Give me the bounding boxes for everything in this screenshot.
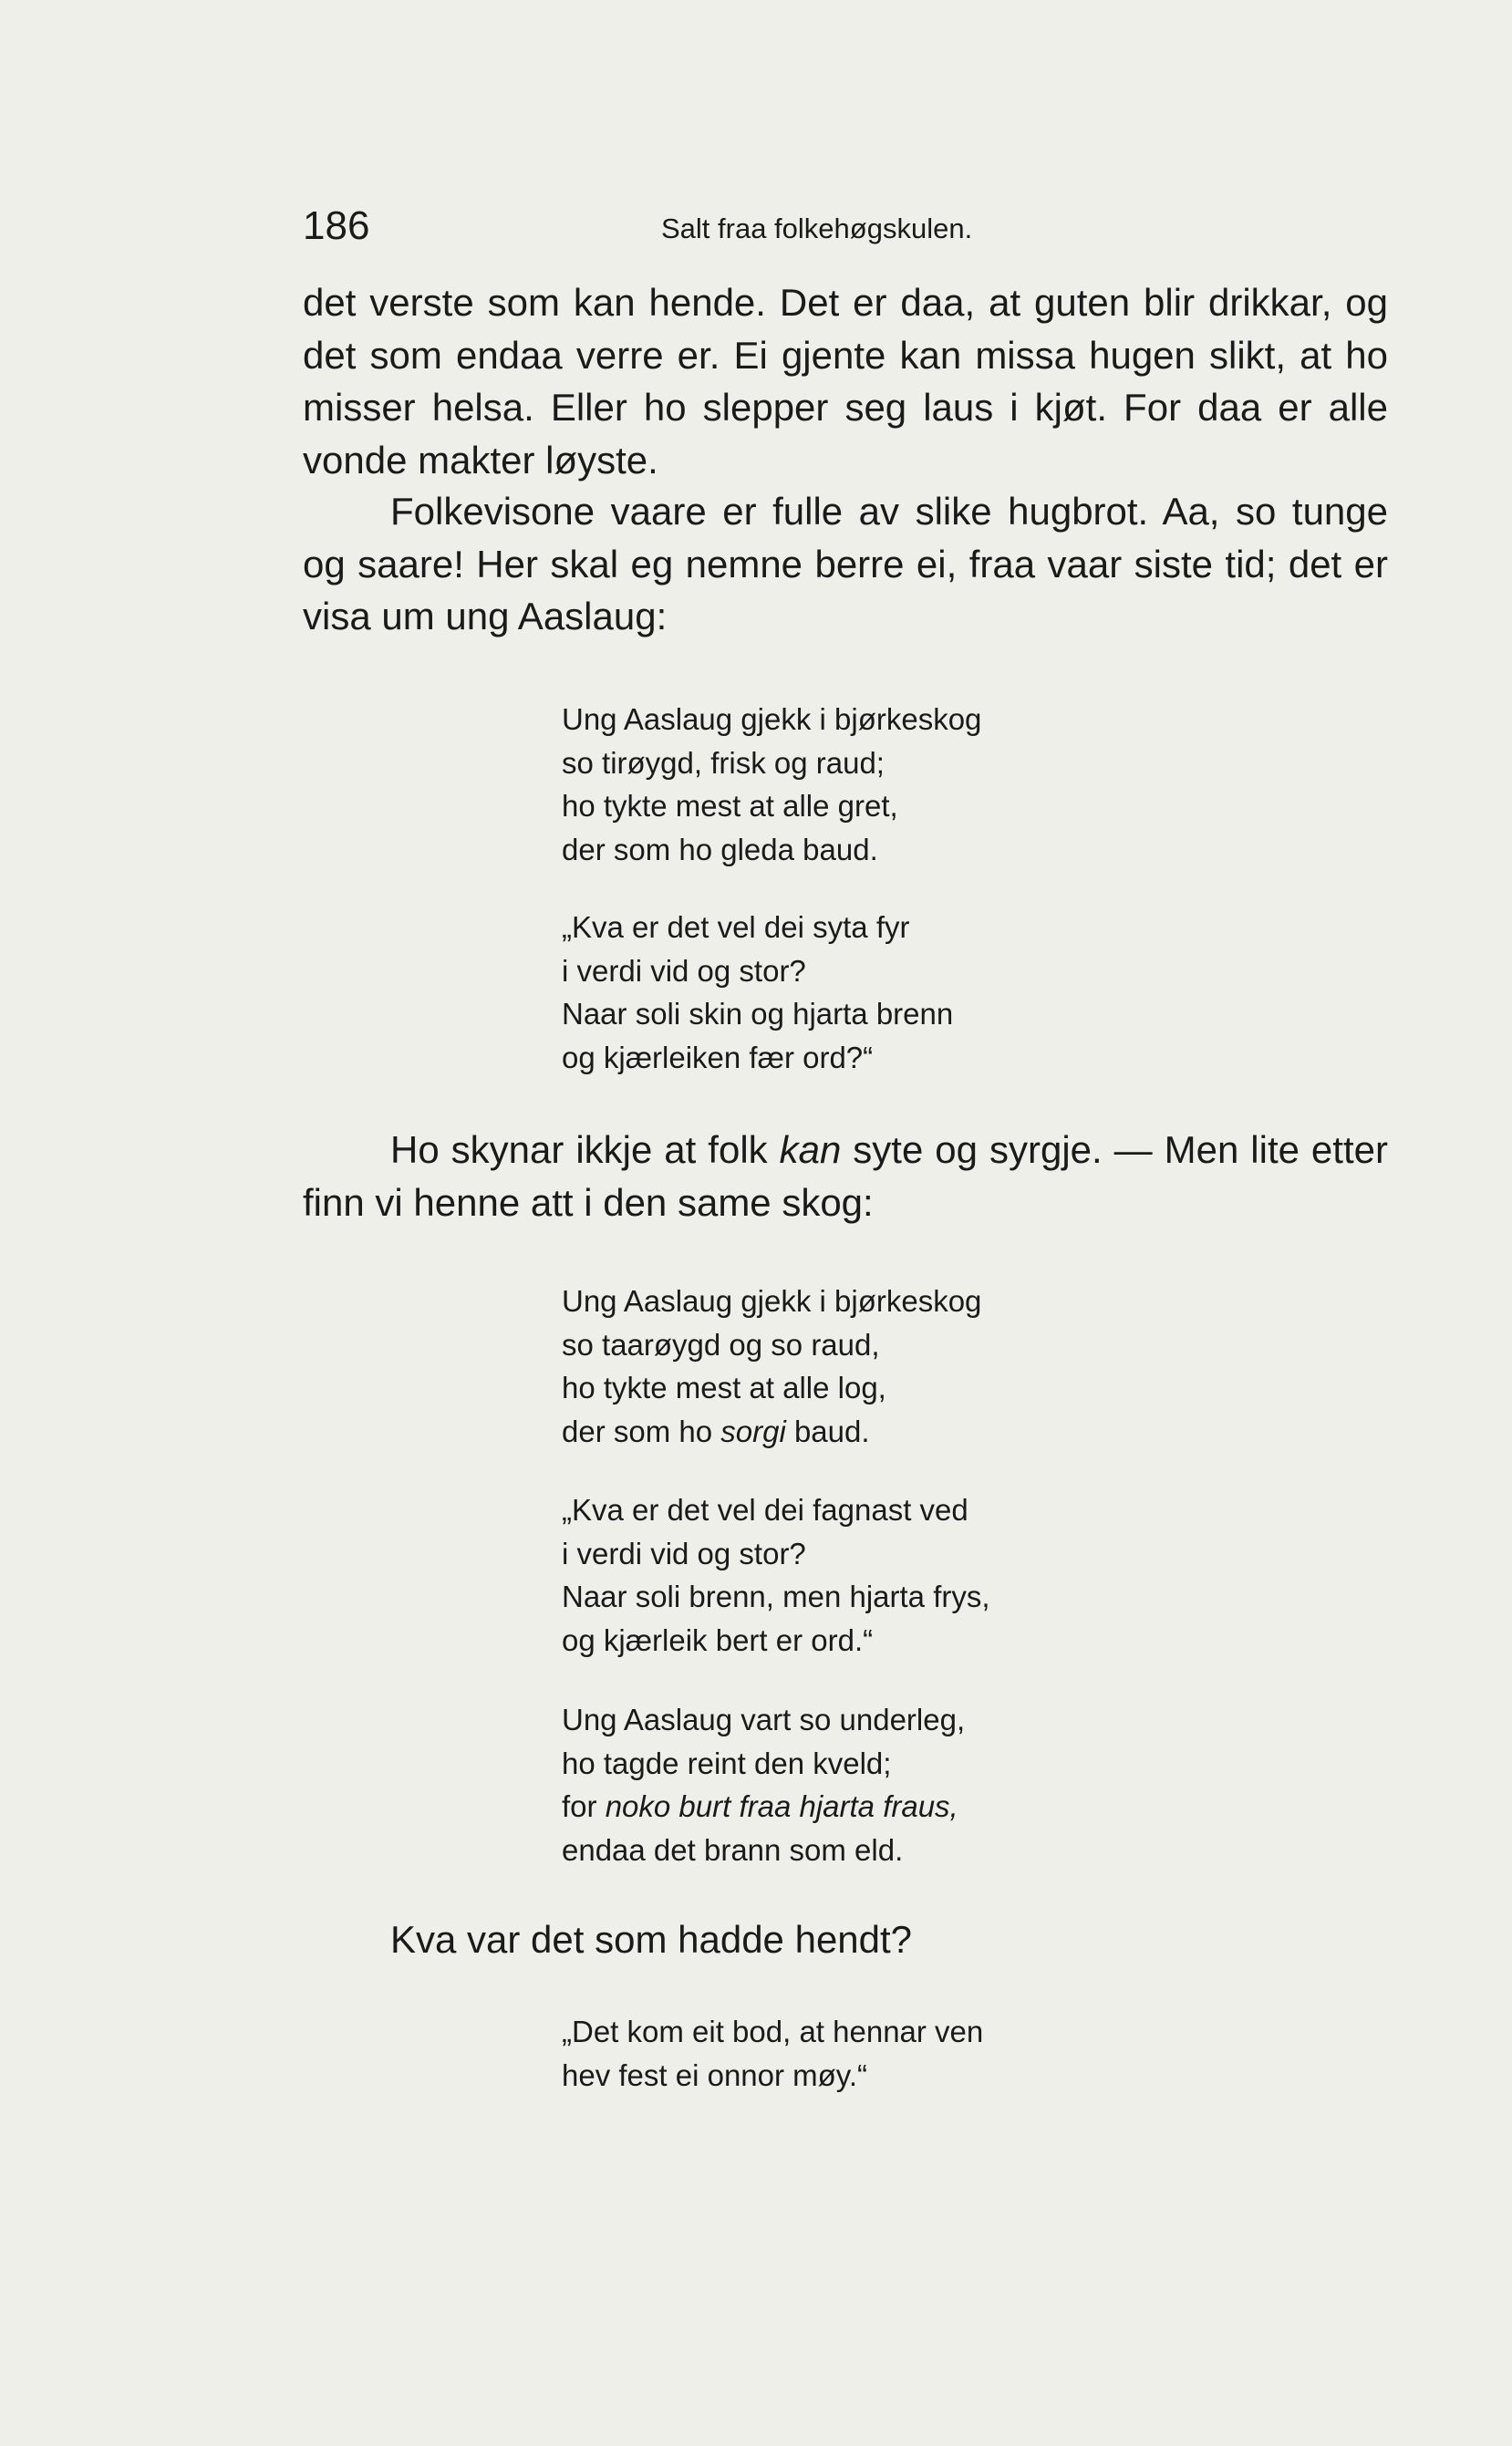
poem-line: Naar soli skin og hjarta brenn bbox=[562, 997, 954, 1031]
page-header bbox=[303, 190, 1388, 254]
paragraph-4: Kva var det som hadde hendt? bbox=[390, 1918, 913, 1961]
poem-line: Ung Aaslaug gjekk i bjørkeskog bbox=[562, 1284, 982, 1318]
paragraph-1: det verste som kan hende. Det er daa, at guten blir drikkar, og det som endaa verre er. Ei gjente kan missa hugen slikt, at ho misser helsa. Eller ho slepper seg laus i kjøt. For daa er alle vonde makter løyste. bbox=[303, 281, 1388, 482]
poem-line: endaa det brann som eld. bbox=[562, 1832, 904, 1867]
paragraph-3-part-1: Ho skynar ikkje at folk bbox=[390, 1128, 780, 1171]
poem-stanza-1 bbox=[562, 698, 1200, 871]
poem-stanza-5 bbox=[562, 1698, 1200, 1871]
poem-line: „Kva er det vel dei syta fyr bbox=[562, 910, 910, 944]
poem-line: hev fest ei onnor møy.“ bbox=[562, 2057, 868, 2092]
poem-line: ho tagde reint den kveld; bbox=[562, 1746, 892, 1780]
poem-line-part: der som ho bbox=[562, 1414, 721, 1448]
paragraph-3 bbox=[303, 1124, 1388, 1228]
poem-line-emphasis: noko burt fraa hjarta fraus, bbox=[605, 1789, 958, 1823]
poem-line: „Det kom eit bod, at hennar ven bbox=[562, 2015, 984, 2048]
poem-line: og kjærleik bert er ord.“ bbox=[562, 1622, 874, 1657]
poem-line-part: baud. bbox=[785, 1414, 870, 1448]
poem-stanza-6 bbox=[562, 2010, 1200, 2097]
paragraph-2: Folkevisone vaare er fulle av slike hugbrot. Aa, so tunge og saare! Her skal eg nemne berre ei, fraa vaar siste tid; det er visa um ung Aaslaug: bbox=[303, 490, 1388, 637]
paragraph-3-emphasis: kan bbox=[779, 1128, 842, 1171]
poem-line: ho tykte mest at alle gret, bbox=[562, 789, 898, 823]
poem-line: og kjærleiken fær ord?“ bbox=[562, 1040, 874, 1074]
poem-line: Ung Aaslaug gjekk i bjørkeskog bbox=[562, 702, 982, 736]
poem-line: so taarøygd og so raud, bbox=[562, 1327, 880, 1362]
poem-line: so tirøygd, frisk og raud; bbox=[562, 745, 885, 780]
poem-stanza-2 bbox=[562, 906, 1200, 1079]
poem-line-part: for bbox=[562, 1789, 606, 1823]
poem-line: Naar soli brenn, men hjarta frys, bbox=[562, 1580, 990, 1613]
page-number: 186 bbox=[303, 203, 370, 248]
poem-line bbox=[562, 1410, 1200, 1454]
poem-line: Ung Aaslaug vart so underleg, bbox=[562, 1703, 966, 1736]
poem-line: i verdi vid og stor? bbox=[562, 1536, 806, 1570]
poem-stanza-3 bbox=[562, 1280, 1200, 1453]
poem-line: der som ho gleda baud. bbox=[562, 832, 878, 866]
poem-stanza-4 bbox=[562, 1488, 1200, 1662]
running-title: Salt fraa folkehøgskulen. bbox=[661, 212, 973, 244]
poem-line: i verdi vid og stor? bbox=[562, 953, 806, 988]
poem-line bbox=[562, 1785, 1200, 1829]
poem-line: „Kva er det vel dei fagnast ved bbox=[562, 1493, 968, 1527]
poem-line: ho tykte mest at alle log, bbox=[562, 1371, 886, 1404]
poem-line-emphasis: sorgi bbox=[720, 1414, 786, 1448]
paragraph-3-part-2: syte og syrgje. — Men lite etter finn vi henne att i den same skog: bbox=[303, 1128, 1388, 1224]
